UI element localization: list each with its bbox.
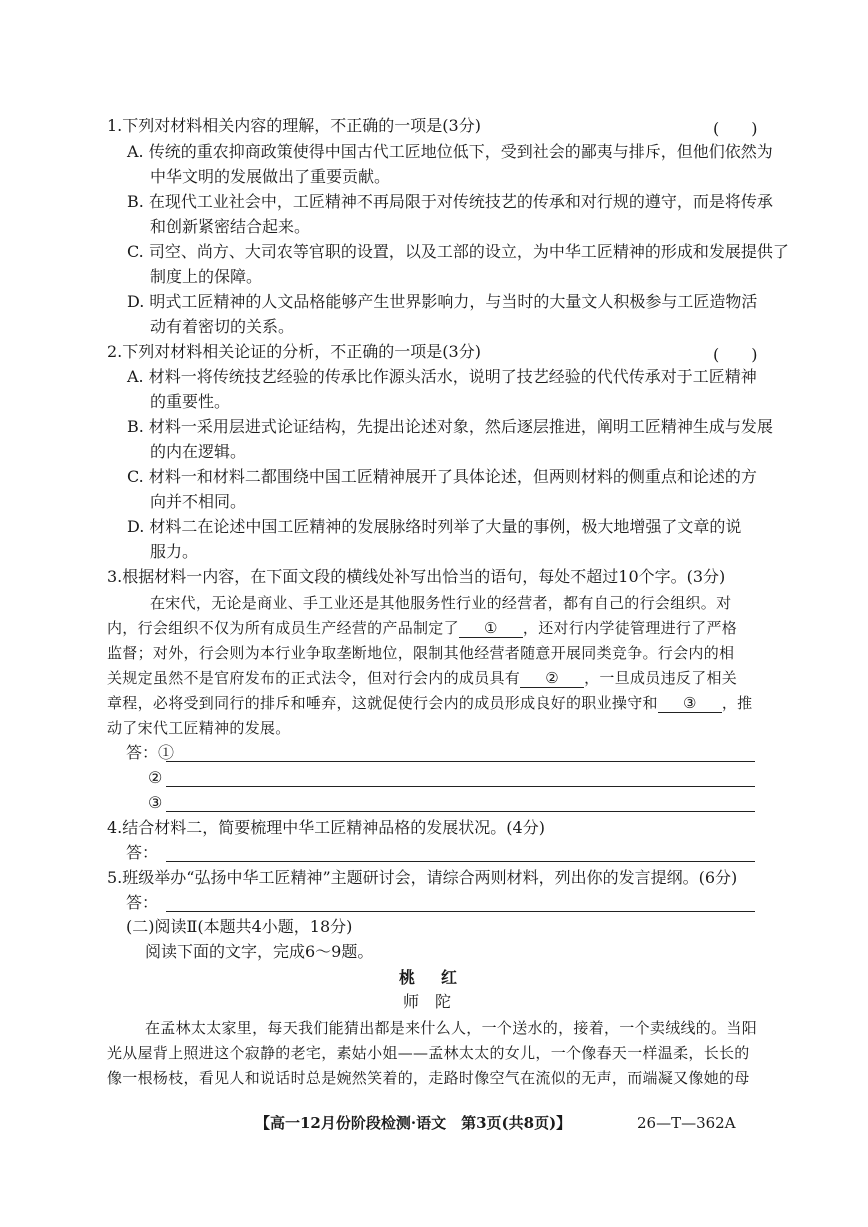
q3-passage-text: 关规定虽然不是官府发布的正式法令，但对行会内的成员具有 <box>107 669 521 687</box>
q3-answer-label-3: ③ <box>148 793 163 812</box>
q1-option-c: C. 司空、尚方、大司农等官职的设置，以及工部的设立，为中华工匠精神的形成和发展提供了 <box>127 242 789 261</box>
story-paragraph-line: 光从屋背上照进这个寂静的老宅，素姑小姐——孟林太太的女儿，一个像春天一样温柔，长长的 <box>107 1044 750 1062</box>
q1-option-a-cont: 中华文明的发展做出了重要贡献。 <box>150 167 391 186</box>
q3-answer-label-2: ② <box>148 768 163 787</box>
q5-stem: 5.班级举办“弘扬中华工匠精神”主题研讨会，请综合两则材料，列出你的发言提纲。(6分) <box>107 868 738 887</box>
page-footer: 【高一12月份阶段检测·语文 第3页(共8页)】 <box>255 1114 572 1132</box>
q1-option-b-cont: 和创新紧密结合起来。 <box>150 217 311 236</box>
q2-option-d: D. 材料二在论述中国工匠精神的发展脉络时列举了大量的事例，极大地增强了文章的说 <box>127 517 742 536</box>
q3-passage-line <box>107 668 737 688</box>
story-paragraph-line: 在孟林太太家里，每天我们能猜出都是来什么人，一个送水的，接着，一个卖绒线的。当阳 <box>145 1019 758 1037</box>
q1-option-d-cont: 动有着密切的关系。 <box>150 317 295 336</box>
story-title: 桃红 <box>399 968 484 987</box>
q3-passage-line: 在宋代，无论是商业、手工业还是其他服务性行业的经营者，都有自己的行会组织。对 <box>150 594 732 612</box>
q1-answer-paren: ( ) <box>713 119 758 138</box>
q2-option-a-cont: 的重要性。 <box>150 392 231 411</box>
q3-answer-line-3[interactable] <box>166 811 755 812</box>
q3-answer-label-1: 答：① <box>126 743 175 762</box>
q5-answer-label: 答： <box>126 893 159 912</box>
story-author: 师陀 <box>403 992 468 1011</box>
section-heading: (二)阅读Ⅱ(本题共4小题，18分) <box>126 917 353 936</box>
q4-answer-label: 答： <box>126 843 159 862</box>
q4-stem: 4.结合材料二，简要梳理中华工匠精神品格的发展状况。(4分) <box>107 818 545 837</box>
q5-answer-line[interactable] <box>166 911 755 912</box>
section-instruction: 阅读下面的文字，完成6～9题。 <box>145 942 374 961</box>
q3-passage-text: ，一旦成员违反了相关 <box>584 669 738 687</box>
q3-answer-line-1[interactable] <box>166 761 755 762</box>
q3-passage-text: ，还对行内学徒管理进行了严格 <box>522 619 738 637</box>
q2-stem: 2.下列对材料相关论证的分析，不正确的一项是(3分) <box>107 342 481 361</box>
q3-blank-1[interactable]: ① <box>459 619 523 638</box>
q3-passage-line <box>107 618 737 638</box>
q3-stem: 3.根据材料一内容，在下面文段的横线处补写出恰当的语句，每处不超过10个字。(3分) <box>107 567 726 586</box>
q1-option-a: A. 传统的重农抑商政策使得中国古代工匠地位低下，受到社会的鄙夷与排斥，但他们依然为 <box>127 142 773 161</box>
q3-passage-text: ，推 <box>721 694 753 712</box>
q1-option-c-cont: 制度上的保障。 <box>150 267 263 286</box>
q2-option-d-cont: 服力。 <box>150 542 199 561</box>
q2-option-a: A. 材料一将传统技艺经验的传承比作源头活水，说明了技艺经验的代代传承对于工匠精神 <box>127 367 757 386</box>
q3-passage-line: 监督；对外，行会则为本行业争取垄断地位，限制其他经营者随意开展同类竞争。行会内的相 <box>107 644 735 662</box>
q4-answer-line[interactable] <box>166 861 755 862</box>
q2-option-b-cont: 的内在逻辑。 <box>150 442 247 461</box>
q2-option-c: C. 材料一和材料二都围绕中国工匠精神展开了具体论述，但两则材料的侧重点和论述的方 <box>127 467 757 486</box>
q3-blank-3[interactable]: ③ <box>658 694 722 713</box>
exam-code: 26—T—362A <box>637 1114 736 1132</box>
q1-stem: 1.下列对材料相关内容的理解，不正确的一项是(3分) <box>107 116 481 135</box>
q3-blank-2[interactable]: ② <box>520 669 584 688</box>
q3-passage-line: 动了宋代工匠精神的发展。 <box>107 719 291 737</box>
q2-option-c-cont: 向并不相同。 <box>150 492 247 511</box>
q3-passage-text: 内，行会组织不仅为所有成员生产经营的产品制定了 <box>107 619 459 637</box>
q1-option-d: D. 明式工匠精神的人文品格能够产生世界影响力，与当时的大量文人积极参与工匠造物活 <box>127 292 758 311</box>
q1-option-b: B. 在现代工业社会中，工匠精神不再局限于对传统技艺的传承和对行规的遵守，而是将传承 <box>127 192 773 211</box>
q3-passage-text: 章程，必将受到同行的排斥和唾弃，这就促使行会内的成员形成良好的职业操守和 <box>107 694 658 712</box>
q2-option-b: B. 材料一采用层进式论证结构，先提出论述对象，然后逐层推进，阐明工匠精神生成与发展 <box>127 417 773 436</box>
story-paragraph-line: 像一根杨枝，看见人和说话时总是婉然笑着的，走路时像空气在流似的无声，而端凝又像她的母 <box>107 1069 750 1087</box>
q3-answer-line-2[interactable] <box>166 786 755 787</box>
q2-answer-paren: ( ) <box>713 345 758 364</box>
q3-passage-line <box>107 693 752 713</box>
